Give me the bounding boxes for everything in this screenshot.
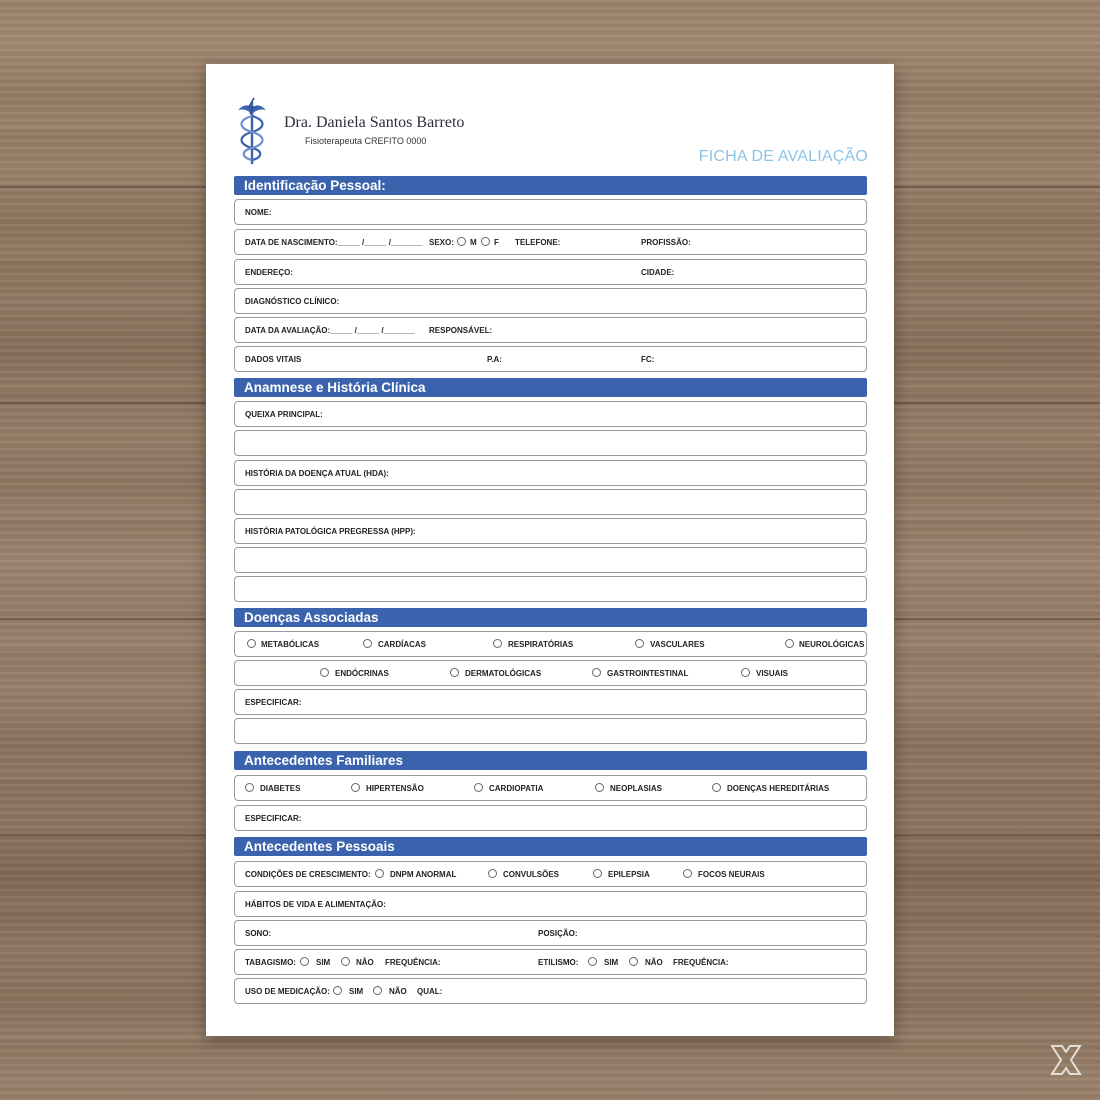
checkbox-sexo-m[interactable] xyxy=(457,237,466,246)
checkbox-diabetes[interactable] xyxy=(245,783,254,792)
field-row-especificar-doencas[interactable] xyxy=(234,689,867,715)
field-row-blank[interactable] xyxy=(234,489,867,515)
checkbox-neoplasias[interactable] xyxy=(595,783,604,792)
field-label-medicacao: USO DE MEDICAÇÃO: xyxy=(245,987,330,996)
field-label-responsavel: RESPONSÁVEL: xyxy=(429,326,493,335)
field-row-habitos[interactable] xyxy=(234,891,867,917)
field-row-tabagismo-etilismo xyxy=(234,949,867,975)
field-label-hda: HISTÓRIA DA DOENÇA ATUAL (HDA): xyxy=(245,469,389,478)
doctor-name: Dra. Daniela Santos Barreto xyxy=(284,114,465,131)
field-label-diagnostico: DIAGNÓSTICO CLÍNICO: xyxy=(245,297,340,306)
field-label-pa: P.A: xyxy=(487,355,502,364)
checkbox-dermatologicas[interactable] xyxy=(450,668,459,677)
field-row-blank[interactable] xyxy=(234,576,867,602)
field-label-habitos: HÁBITOS DE VIDA E ALIMENTAÇÃO: xyxy=(245,900,386,909)
caduceus-icon xyxy=(232,96,272,166)
option-label: DIABETES xyxy=(260,784,301,793)
checkbox-medicacao-nao[interactable] xyxy=(373,986,382,995)
option-label: RESPIRATÓRIAS xyxy=(508,640,574,649)
field-label-fc: FC: xyxy=(641,355,655,364)
section-header-anamnese: Anamnese e História Clínica xyxy=(234,378,867,397)
section-header-familiares: Antecedentes Familiares xyxy=(234,751,867,770)
field-label-data-nascimento: DATA DE NASCIMENTO:_____ /_____ /_______ xyxy=(245,238,423,247)
section-header-identificacao: Identificação Pessoal: xyxy=(234,176,867,195)
field-label-profissao: PROFISSÃO: xyxy=(641,238,691,247)
option-label: VISUAIS xyxy=(756,669,789,678)
field-row-nascimento[interactable] xyxy=(234,229,867,255)
field-label-data-avaliacao: DATA DA AVALIAÇÃO:_____ /_____ /_______ xyxy=(245,326,415,335)
field-label-endereco: ENDEREÇO: xyxy=(245,268,294,277)
field-label-qual: QUAL: xyxy=(417,987,443,996)
option-label: SIM xyxy=(316,958,331,967)
field-row-queixa[interactable] xyxy=(234,401,867,427)
field-label-etilismo: ETILISMO: xyxy=(538,958,579,967)
option-label-sexo-m: M xyxy=(470,238,477,247)
option-label: DNPM ANORMAL xyxy=(390,870,457,879)
checkbox-tabagismo-sim[interactable] xyxy=(300,957,309,966)
checkbox-hipertensao[interactable] xyxy=(351,783,360,792)
section-header-pessoais: Antecedentes Pessoais xyxy=(234,837,867,856)
option-label: SIM xyxy=(349,987,364,996)
field-row-endereco[interactable] xyxy=(234,259,867,285)
option-label: NEUROLÓGICAS xyxy=(799,640,865,649)
field-row-hpp[interactable] xyxy=(234,518,867,544)
field-row-hda[interactable] xyxy=(234,460,867,486)
checkbox-neurologicas[interactable] xyxy=(785,639,794,648)
option-label: FOCOS NEURAIS xyxy=(698,870,765,879)
option-label: DOENÇAS HEREDITÁRIAS xyxy=(727,784,830,793)
watermark-logo-icon xyxy=(1048,1042,1084,1078)
option-label: NÃO xyxy=(389,987,407,996)
checkbox-gastrointestinal[interactable] xyxy=(592,668,601,677)
checkbox-focos-neurais[interactable] xyxy=(683,869,692,878)
field-row-nome[interactable] xyxy=(234,199,867,225)
option-label: NEOPLASIAS xyxy=(610,784,663,793)
field-label-nome: NOME: xyxy=(245,208,272,217)
field-row-blank[interactable] xyxy=(234,718,867,744)
option-label: VASCULARES xyxy=(650,640,705,649)
option-label: NÃO xyxy=(645,958,663,967)
option-label: SIM xyxy=(604,958,619,967)
checkbox-visuais[interactable] xyxy=(741,668,750,677)
checkbox-vasculares[interactable] xyxy=(635,639,644,648)
option-label: NÃO xyxy=(356,958,374,967)
evaluation-form-sheet xyxy=(206,64,894,1036)
field-label-tabagismo: TABAGISMO: xyxy=(245,958,296,967)
field-row-dados-vitais[interactable] xyxy=(234,346,867,372)
field-label-especificar: ESPECIFICAR: xyxy=(245,698,302,707)
checkbox-tabagismo-nao[interactable] xyxy=(341,957,350,966)
option-label: GASTROINTESTINAL xyxy=(607,669,689,678)
checkbox-row-crescimento xyxy=(234,861,867,887)
field-label-frequencia: FREQUÊNCIA: xyxy=(385,958,441,967)
section-header-doencas: Doenças Associadas xyxy=(234,608,867,627)
checkbox-etilismo-nao[interactable] xyxy=(629,957,638,966)
field-label-condicoes: CONDIÇÕES DE CRESCIMENTO: xyxy=(245,870,371,879)
field-row-diagnostico[interactable] xyxy=(234,288,867,314)
field-label-hpp: HISTÓRIA PATOLÓGICA PREGRESSA (HPP): xyxy=(245,527,416,536)
field-row-medicacao xyxy=(234,978,867,1004)
option-label-sexo-f: F xyxy=(494,238,499,247)
checkbox-etilismo-sim[interactable] xyxy=(588,957,597,966)
field-label-especificar: ESPECIFICAR: xyxy=(245,814,302,823)
field-row-especificar-familiares[interactable] xyxy=(234,805,867,831)
checkbox-cardiopatia[interactable] xyxy=(474,783,483,792)
option-label: HIPERTENSÃO xyxy=(366,784,424,793)
checkbox-row-doencas-2 xyxy=(234,660,867,686)
field-label-sono: SONO: xyxy=(245,929,272,938)
option-label: METABÓLICAS xyxy=(261,640,320,649)
form-title: FICHA DE AVALIAÇÃO xyxy=(698,148,868,165)
option-label: ENDÓCRINAS xyxy=(335,669,389,678)
field-row-blank[interactable] xyxy=(234,430,867,456)
field-label-telefone: TELEFONE: xyxy=(515,238,561,247)
checkbox-cardiacas[interactable] xyxy=(363,639,372,648)
checkbox-row-doencas-1 xyxy=(234,631,867,657)
field-label-frequencia: FREQUÊNCIA: xyxy=(673,958,729,967)
checkbox-sexo-f[interactable] xyxy=(481,237,490,246)
option-label: CARDIOPATIA xyxy=(489,784,544,793)
field-row-sono[interactable] xyxy=(234,920,867,946)
checkbox-epilepsia[interactable] xyxy=(593,869,602,878)
field-label-cidade: CIDADE: xyxy=(641,268,675,277)
checkbox-dnpm-anormal[interactable] xyxy=(375,869,384,878)
option-label: CONVULSÕES xyxy=(503,870,560,879)
checkbox-respiratorias[interactable] xyxy=(493,639,502,648)
option-label: CARDÍACAS xyxy=(378,640,426,649)
option-label: EPILEPSIA xyxy=(608,870,650,879)
checkbox-convulsoes[interactable] xyxy=(488,869,497,878)
checkbox-row-familiares xyxy=(234,775,867,801)
field-row-blank[interactable] xyxy=(234,547,867,573)
field-label-sexo: SEXO: xyxy=(429,238,454,247)
checkbox-doencas-hereditarias[interactable] xyxy=(712,783,721,792)
checkbox-medicacao-sim[interactable] xyxy=(333,986,342,995)
field-label-queixa: QUEIXA PRINCIPAL: xyxy=(245,410,323,419)
field-row-avaliacao[interactable] xyxy=(234,317,867,343)
option-label: DERMATOLÓGICAS xyxy=(465,669,542,678)
field-label-dados-vitais: DADOS VITAIS xyxy=(245,355,302,364)
checkbox-metabolicas[interactable] xyxy=(247,639,256,648)
doctor-credential: Fisioterapeuta CREFITO 0000 xyxy=(305,136,427,146)
field-label-posicao: POSIÇÃO: xyxy=(538,929,578,938)
checkbox-endocrinas[interactable] xyxy=(320,668,329,677)
